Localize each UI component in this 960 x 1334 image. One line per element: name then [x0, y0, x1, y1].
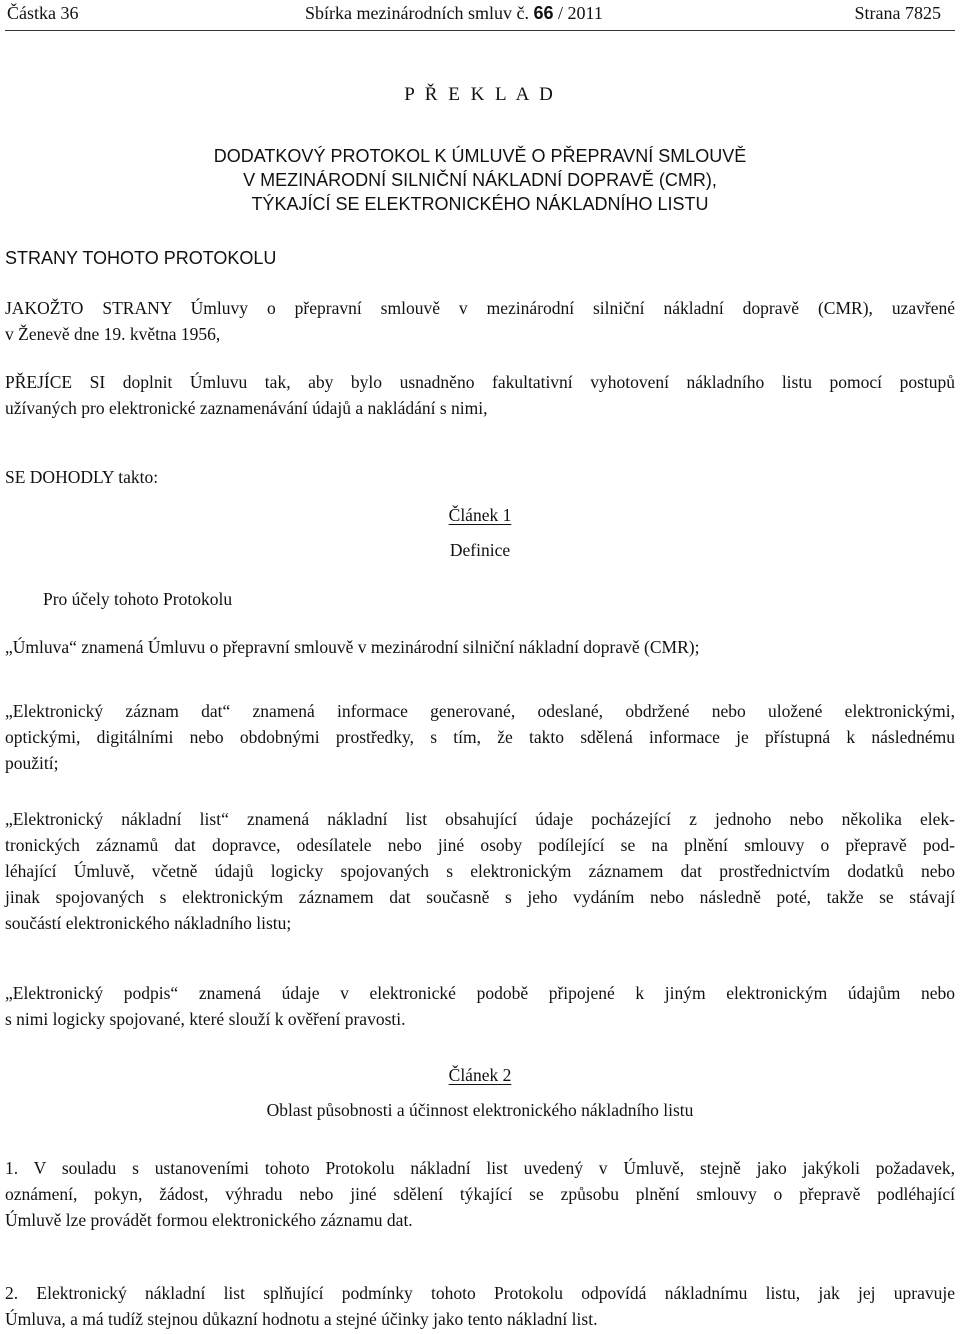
- definition-electronic-signature: [5, 980, 955, 1032]
- definition-line: „Elektronický nákladní list“ znamená nákladní list obsahující údaje pocházející z jednoho nebo několika elek-: [5, 809, 955, 829]
- article-2-paragraph-2: [5, 1280, 955, 1332]
- definition-line: „Elektronický podpis“ znamená údaje v elektronické podobě připojené k jiným elektronickým údajům nebo: [5, 983, 955, 1003]
- title-line: DODATKOVÝ PROTOKOL K ÚMLUVĚ O PŘEPRAVNÍ SMLOUVĚ: [213, 146, 747, 166]
- paragraph-line: oznámení, pokyn, žádost, výhradu nebo jiné sdělení týkající se způsobu plnění smlouvy o přepravě podléhající: [5, 1184, 955, 1204]
- definition-line: optickými, digitálními nebo obdobnými prostředky, s tím, že takto sdělená informace je přístupná k následnému: [5, 727, 955, 747]
- recital-1-line: v Ženevě dne 19. května 1956,: [5, 324, 221, 344]
- parties-heading: STRANY TOHOTO PROTOKOLU: [5, 248, 277, 268]
- definition-line: použití;: [5, 753, 59, 773]
- header-collection-year: / 2011: [557, 3, 603, 23]
- recital-2-line: PŘEJÍCE SI doplnit Úmluvu tak, aby bylo usnadněno fakultativní vyhotovení nákladního listu pomocí postupů: [5, 372, 955, 392]
- definition-electronic-record: [5, 698, 955, 776]
- article-1-heading: [0, 505, 960, 526]
- recital-2: [5, 369, 955, 421]
- definition-electronic-consignment-note: [5, 806, 955, 936]
- definition-line: součástí elektronického nákladního listu;: [5, 913, 292, 933]
- recital-1-line: JAKOŽTO STRANY Úmluvy o přepravní smlouvě v mezinárodní silniční nákladní dopravě (CMR), uzavřené: [5, 298, 955, 318]
- definition-line: tronických záznamů dat dopravce, odesílatele nebo jiné osoby podílející se na plnění smlouvy o přepravě pod-: [5, 835, 955, 855]
- paragraph-line: 1. V souladu s ustanoveními tohoto Protokolu nákladní list uvedený v Úmluvě, stejně jako jakýkoli požadavek,: [5, 1158, 955, 1178]
- paragraph-line: 2. Elektronický nákladní list splňující podmínky tohoto Protokolu odpovídá nákladnímu listu, jak jej upravuje: [5, 1283, 955, 1303]
- header-page-number: Strana 7825: [854, 3, 941, 23]
- title-line: V MEZINÁRODNÍ SILNIČNÍ NÁKLADNÍ DOPRAVĚ (CMR),: [243, 170, 717, 190]
- header-collection-number: 66: [533, 3, 554, 23]
- agreed-statement: SE DOHODLY takto:: [5, 467, 159, 487]
- header-collection-prefix: Sbírka mezinárodních smluv č.: [305, 3, 529, 23]
- article-2-paragraph-1: [5, 1155, 955, 1233]
- definition-line: s nimi logicky spojované, které slouží k ověření pravosti.: [5, 1009, 406, 1029]
- definition-line: „Elektronický záznam dat“ znamená informace generované, odeslané, obdržené nebo uložené elektronickými,: [5, 701, 955, 721]
- definition-line: léhající Úmluvě, včetně údajů logicky spojovaných s elektronickým záznamem dat prostřednictvím dodatků nebo: [5, 861, 955, 881]
- header-part: Částka 36: [7, 3, 79, 23]
- article-1-title: Definice: [449, 540, 511, 560]
- article-2-number: Článek 2: [448, 1065, 512, 1085]
- article-1-number: Článek 1: [448, 505, 512, 525]
- translation-label: P Ř E K L A D: [404, 84, 556, 105]
- document-title: [0, 144, 960, 216]
- definition-line: „Úmluva“ znamená Úmluvu o přepravní smlouvě v mezinárodní silniční nákladní dopravě (CMR);: [5, 637, 700, 657]
- definition-convention: [5, 634, 955, 660]
- title-line: TÝKAJÍCÍ SE ELEKTRONICKÉHO NÁKLADNÍHO LISTU: [251, 194, 709, 214]
- paragraph-line: Úmluva, a má tudíž stejnou důkazní hodnotu a stejné účinky jako tento nákladní list.: [5, 1309, 598, 1329]
- recital-1: [5, 295, 955, 347]
- page-header: [5, 0, 955, 31]
- paragraph-line: Úmluvě lze provádět formou elektronického záznamu dat.: [5, 1210, 413, 1230]
- definition-line: jinak spojovaných s elektronickým záznamem dat současně s jeho vydáním nebo následně poté, takže se stávají: [5, 887, 955, 907]
- recital-2-line: užívaných pro elektronické zaznamenávání údajů a nakládání s nimi,: [5, 398, 488, 418]
- purposes-intro: Pro účely tohoto Protokolu: [43, 589, 233, 609]
- article-2-title: Oblast působnosti a účinnost elektronického nákladního listu: [266, 1100, 694, 1120]
- article-2-heading: [0, 1065, 960, 1086]
- header-collection: [305, 3, 603, 24]
